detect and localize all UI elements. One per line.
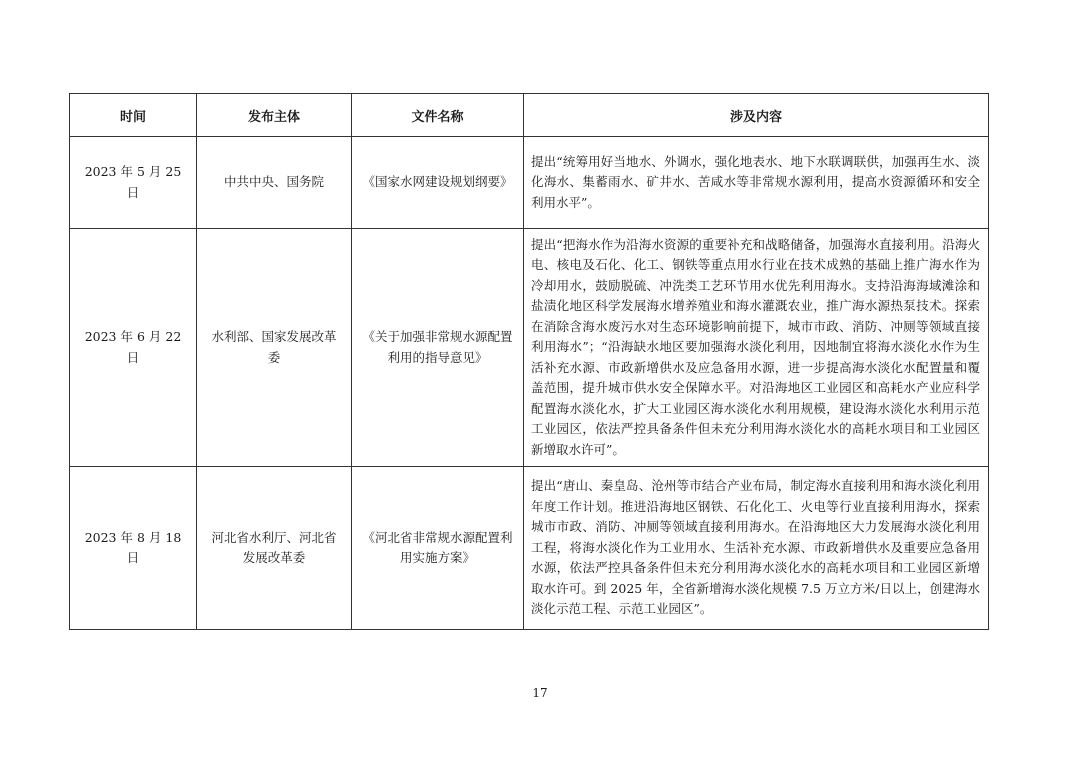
- table-row: [70, 229, 989, 467]
- header-document: 文件名称: [352, 94, 524, 137]
- cell-content: 提出“把海水作为沿海水资源的重要补充和战略储备，加强海水直接利用。沿海火电、核电及石化、化工、钢铁等重点用水行业在技术成熟的基础上推广海水作为冷却用水，鼓励脱硫、冲洗类工艺环节用水优先利用海水。支持沿海海域滩涂和盐渍化地区科学发展海水增养殖业和海水灌溉农业，推广海水源热泵技术。探索在消除含海水废污水对生态环境影响前提下，城市市政、消防、冲厕等领域直接利用海水”；“沿海缺水地区要加强海水淡化利用，因地制宜将海水淡化水作为生活补充水源、市政新增供水及应急备用水源，进一步提高海水淡化水配置量和覆盖范围，提升城市供水安全保障水平。对沿海地区工业园区和高耗水产业应科学配置海水淡化水，扩大工业园区海水淡化水利用规模，建设海水淡化水利用示范工业园区，依法严控具备条件但未充分利用海水淡化水的高耗水项目和工业园区新增取水许可”。: [524, 229, 989, 467]
- page-number: 17: [532, 686, 548, 700]
- cell-time: 2023 年 6 月 22 日: [70, 229, 197, 467]
- table-header-row: [70, 94, 989, 137]
- cell-publisher: 水利部、国家发展改革委: [197, 229, 352, 467]
- cell-time: 2023 年 5 月 25 日: [70, 137, 197, 229]
- cell-document: 《关于加强非常规水源配置利用的指导意见》: [352, 229, 524, 467]
- table-row: [70, 137, 989, 229]
- cell-document: 《河北省非常规水源配置利用实施方案》: [352, 467, 524, 630]
- cell-time: 2023 年 8 月 18 日: [70, 467, 197, 630]
- cell-publisher: 河北省水利厅、河北省发展改革委: [197, 467, 352, 630]
- cell-publisher: 中共中央、国务院: [197, 137, 352, 229]
- header-content: 涉及内容: [524, 94, 989, 137]
- policy-table: [69, 93, 989, 630]
- cell-content: 提出“唐山、秦皇岛、沧州等市结合产业布局，制定海水直接利用和海水淡化利用年度工作计划。推进沿海地区钢铁、石化化工、火电等行业直接利用海水，探索城市市政、消防、冲厕等领域直接利用海水。在沿海地区大力发展海水淡化利用工程，将海水淡化作为工业用水、生活补充水源、市政新增供水及重要应急备用水源，依法严控具备条件但未充分利用海水淡化水的高耗水项目和工业园区新增取水许可。到 2025 年，全省新增海水淡化规模 7.5 万立方米/日以上，创建海水淡化示范工程、示范工业园区”。: [524, 467, 989, 630]
- cell-content: 提出“统筹用好当地水、外调水，强化地表水、地下水联调联供，加强再生水、淡化海水、集蓄雨水、矿井水、苦咸水等非常规水源利用，提高水资源循环和安全利用水平”。: [524, 137, 989, 229]
- header-time: 时间: [70, 94, 197, 137]
- header-publisher: 发布主体: [197, 94, 352, 137]
- cell-document: 《国家水网建设规划纲要》: [352, 137, 524, 229]
- table-row: [70, 467, 989, 630]
